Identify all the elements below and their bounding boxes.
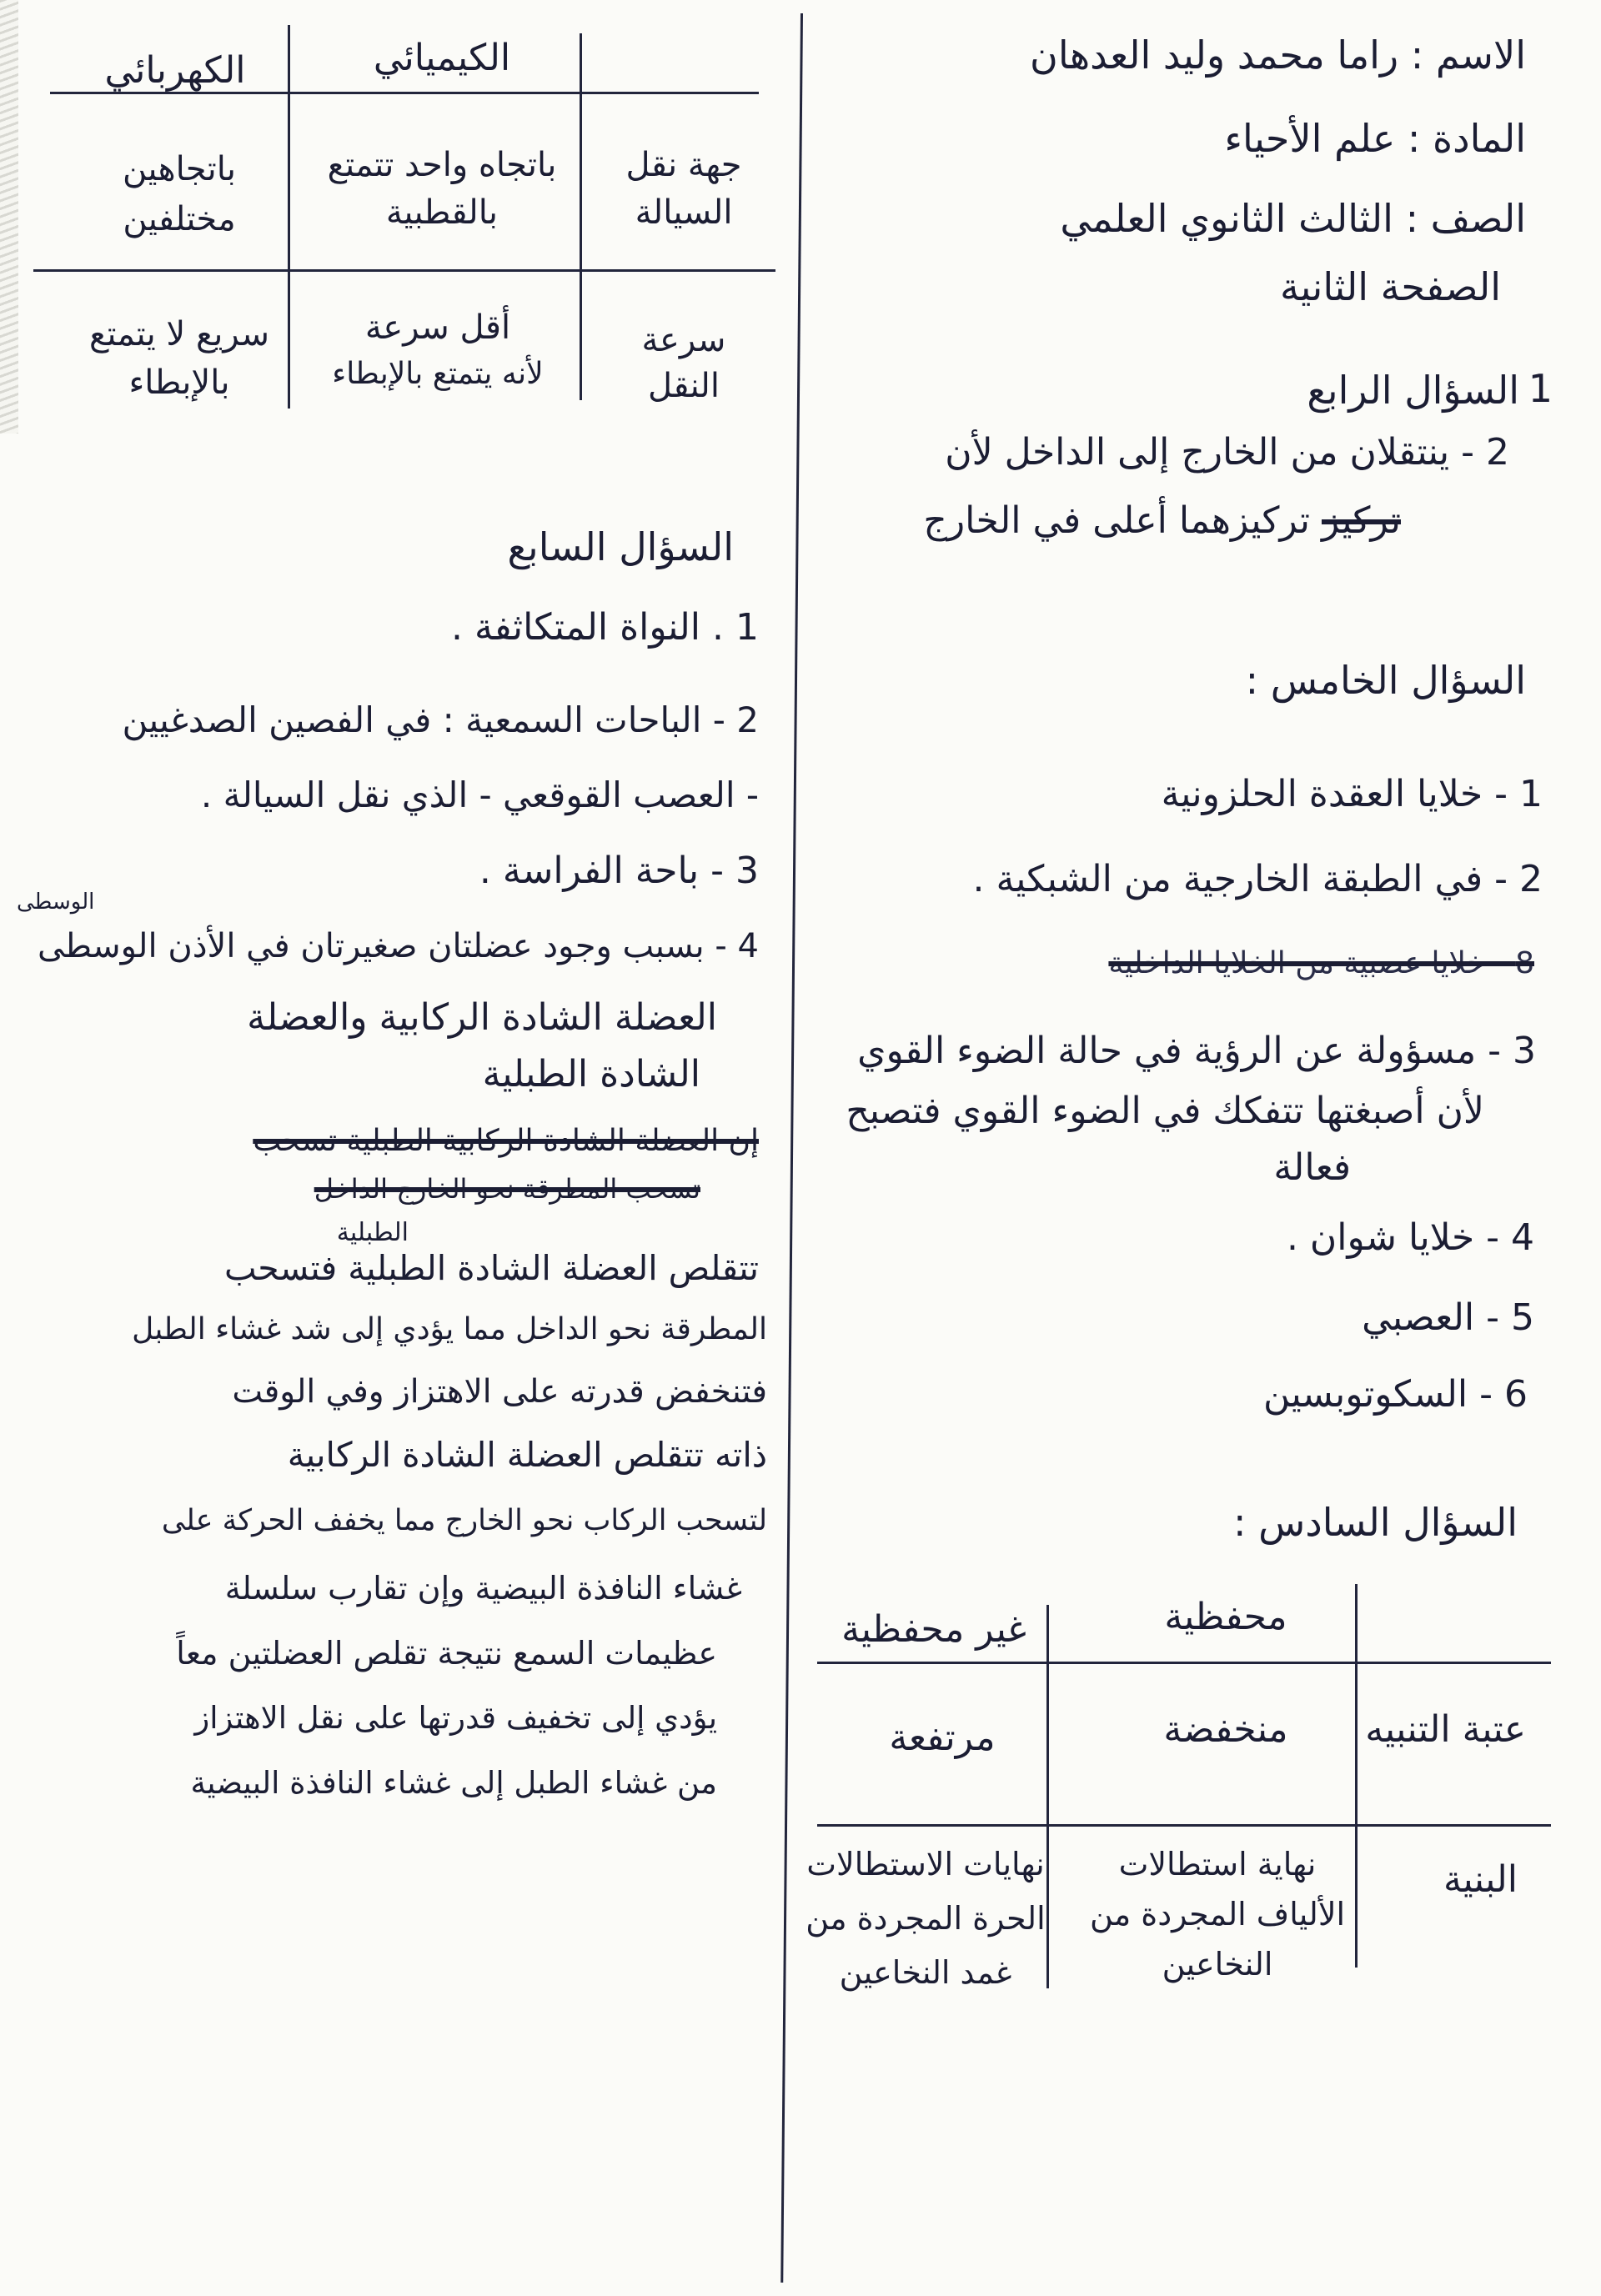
q3-row1-chem-1: باتجاه واحد تتمتع [327,146,557,184]
q6-table-header-line [817,1662,1551,1664]
q6-row2-myelinated-1: نهاية استطالات [1118,1846,1317,1882]
q5-answer-5: 5 - العصبي [1362,1296,1534,1339]
q5-answer-3: 3 - مسؤولة عن الرؤية في حالة الضوء القوي [857,1030,1536,1072]
q6-row2-myelinated-3: النخاعين [1162,1946,1273,1983]
q4-struck-word: تركيز [1321,499,1401,542]
q6-row1-label: عتبة التنبيه [1365,1708,1526,1751]
q6-col-myelinated: محفظية [1164,1596,1287,1638]
q7-para-1: تتقلص العضلة الشادة الطبلية فتسحب [223,1248,759,1288]
student-name: الاسم : راما محمد وليد العدهان [1030,33,1526,78]
column-divider [780,13,803,2283]
q7-margin-note: الوسطى [17,890,95,915]
q6-row2-myelinated-2: الألياف المجردة من [1089,1896,1346,1933]
q5-answer-3-line-2: لأن أصبغتها تتفكك في الضوء القوي فتصبح [846,1090,1484,1132]
q6-row2-label: البنية [1443,1858,1518,1901]
q3-row2-label-2: النقل [648,367,720,405]
q6-row2-unmyelinated-3: غمد النخاعين [839,1954,1012,1991]
subject-line: المادة : علم الأحياء [1224,116,1526,161]
q7-answer-4: 4 - بسبب وجود عضلتان صغيرتان في الأذن الوسطى [37,927,759,965]
q5-struck-answer: 8 - خلايا عصبية من الخلايا الداخلية [1108,946,1534,980]
q4-answer-line-2-text: تركيزهما أعلى في الخارج [923,499,1310,542]
q5-answer-4: 4 - خلايا شوان . [1286,1216,1534,1259]
q7-para-3: فتنخفض قدرته على الاهتزاز وفي الوقت [232,1373,767,1411]
q3-row1-label-2: السيالة [635,193,733,232]
q3-row1-elec-1: باتجاهين [122,150,237,188]
q7-struck-line-1: إن العضلة الشادة الركابية الطبلية تسحب [253,1124,759,1158]
q7-answer-2: 2 - الباحات السمعية : في الفصين الصدغيين [122,699,759,740]
q7-insert-word: الطبلية [336,1218,409,1247]
q7-para-6: غشاء النافذة البيضية وإن تقارب سلسلة [224,1570,742,1607]
q6-table-row-line [817,1824,1551,1827]
q4-title: السؤال الرابع [1307,368,1519,413]
q4-number: 1 [1528,366,1553,411]
q7-answer-4-line-3: الشادة الطبلية [482,1053,700,1095]
q7-answer-3: 3 - باحة الفراسة . [479,850,759,892]
q5-answer-6: 6 - السكوتوبسين [1262,1373,1528,1416]
q6-table-col-line-1 [1355,1584,1358,1968]
q6-row2-unmyelinated-2: الحرة المجردة من [806,1900,1046,1937]
q6-col-unmyelinated: غير محفظية [841,1608,1026,1651]
q5-title: السؤال الخامس : [1245,658,1526,703]
q3-row2-elec-1: سريع لا يتمتع [89,315,269,353]
page-label: الصفحة الثانية [1280,264,1501,309]
q3-col-electrical: الكهربائي [104,49,246,92]
q7-answer-4-line-2: العضلة الشادة الركابية والعضلة [247,996,717,1039]
q3-row2-chem-2: لأنه يتمتع بالإبطاء [332,357,544,391]
q5-answer-1: 1 - خلايا العقدة الحلزونية [1161,773,1543,815]
q3-row1-chem-2: بالقطبية [385,193,499,232]
q3-row2-label-1: سرعة [641,321,726,359]
q6-row2-unmyelinated-1: نهايات الاستطالات [806,1846,1045,1882]
page-binding-edge [0,0,18,434]
q7-para-4: ذاته تتقلص العضلة الشادة الركابية [287,1435,767,1475]
q7-answer-2-line-2: - العصب القوقعي - الذي نقل السيالة . [200,775,759,815]
q6-row1-myelinated: منخفضة [1163,1708,1288,1751]
q3-row1-label-1: جهة نقل [625,146,742,184]
q7-para-5: لتسحب الركاب نحو الخارج مما يخفف الحركة على [161,1504,767,1537]
q5-answer-2: 2 - في الطبقة الخارجية من الشبكية . [972,858,1543,900]
grade-line: الصف : الثالث الثانوي العلمي [1060,196,1526,241]
q4-answer-line-2 [923,500,1401,543]
q5-answer-3-line-3: فعالة [1273,1146,1351,1189]
q4-answer-line-1: 2 - ينتقلان من الخارج إلى الداخل لأن [945,431,1509,474]
q3-table-col-line-1 [580,33,582,400]
q7-para-7: عظيمات السمع نتيجة تقلص العضلتين معاً [176,1635,717,1672]
q3-row1-elec-2: مختلفين [123,200,236,238]
q6-title: السؤال السادس : [1232,1500,1518,1545]
q7-struck-line-2: تسحب المطرقة نحو الخارج الداخل [314,1173,700,1205]
q3-row2-elec-2: بالإبطاء [128,363,230,402]
q6-row1-unmyelinated: مرتفعة [889,1717,996,1759]
q3-table-row-line [33,269,775,272]
q7-para-2: المطرقة نحو الداخل مما يؤدي إلى شد غشاء الطبل [132,1312,767,1346]
q3-table-col-line-2 [288,25,290,409]
q7-para-9: من غشاء الطبل إلى غشاء النافذة البيضية [190,1765,717,1801]
q3-col-chemical: الكيميائي [373,37,511,79]
q7-para-8: يؤدي إلى تخفيف قدرتها على نقل الاهتزاز [194,1700,717,1736]
q7-answer-1: 1 . النواة المتكاثفة . [451,606,759,649]
q7-title: السؤال السابع [507,524,734,569]
q3-row2-chem-1: أقل سرعة [364,308,511,347]
